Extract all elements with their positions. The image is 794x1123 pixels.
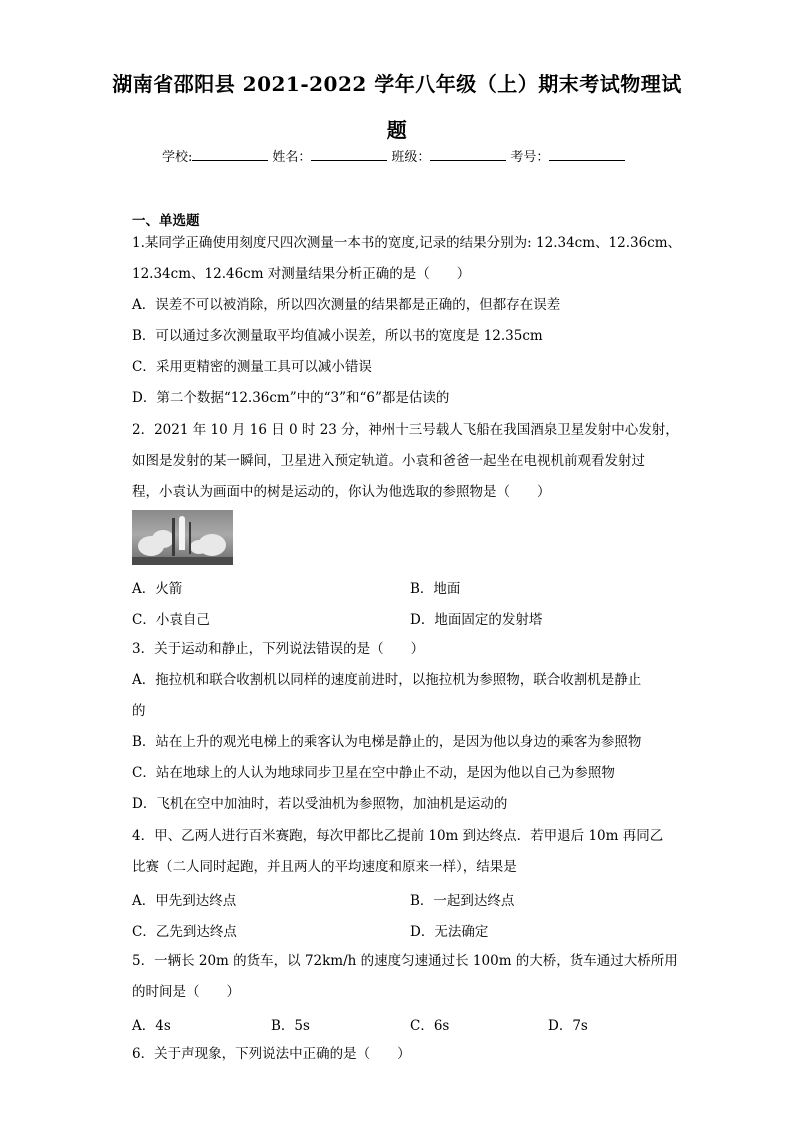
q1-stem-line2: 12.34cm、12.46cm 对测量结果分析正确的是（ ） — [132, 266, 471, 282]
q5-option-c[interactable]: C．6s — [410, 1018, 450, 1034]
number-blank[interactable] — [549, 149, 625, 161]
q6-stem: 6．关于声现象，下列说法中正确的是（ ） — [132, 1046, 411, 1062]
q5-option-d[interactable]: D．7s — [548, 1018, 588, 1034]
ground-strip — [132, 557, 233, 565]
name-label: 姓名： — [272, 150, 312, 165]
rocket-launch-photo — [132, 510, 233, 565]
q2-stem-line1: 2．2021 年 10 月 16 日 0 时 23 分，神州十三号载人飞船在我国酒泉卫星发射中心发射， — [132, 422, 679, 438]
rocket — [179, 516, 185, 550]
q4-stem-line1: 4．甲、乙两人进行百米赛跑，每次甲都比乙提前 10m 到达终点．若甲退后 10m 再同乙 — [132, 828, 664, 844]
q5-option-a[interactable]: A．4s — [132, 1018, 171, 1034]
exam-title-line2: 题 — [386, 118, 408, 142]
number-label: 考号： — [510, 150, 550, 165]
q3-option-b[interactable]: B．站在上升的观光电梯上的乘客认为电梯是静止的，是因为他以身边的乘客为参照物 — [132, 734, 642, 750]
smoke-cloud-right-2 — [190, 540, 208, 554]
class-label: 班级： — [391, 150, 431, 165]
q4-stem-line2: 比赛（二人同时起跑，并且两人的平均速度和原来一样），结果是 — [132, 859, 517, 875]
exam-title-line1: 湖南省邵阳县 2021-2022 学年八年级（上）期末考试物理试 — [112, 72, 682, 96]
q1-option-d[interactable]: D．第二个数据“12.36cm”中的“3”和“6”都是估读的 — [132, 390, 450, 406]
launch-tower-right — [189, 522, 191, 554]
section-heading-single-choice: 一、单选题 — [132, 213, 200, 229]
q2-option-b[interactable]: B．地面 — [410, 581, 461, 597]
q3-option-c[interactable]: C．站在地球上的人认为地球同步卫星在空中静止不动，是因为他以自己为参照物 — [132, 765, 615, 781]
q4-option-d[interactable]: D．无法确定 — [410, 924, 489, 940]
q2-stem-line3: 程，小袁认为画面中的树是运动的，你认为他选取的参照物是（ ） — [132, 484, 551, 500]
q5-option-b[interactable]: B．5s — [271, 1018, 310, 1034]
q2-option-a[interactable]: A．火箭 — [132, 581, 183, 597]
q1-stem-line1: 1.某同学正确使用刻度尺四次测量一本书的宽度,记录的结果分别为: 12.34cm、12.36cm、 — [132, 235, 682, 251]
q1-option-a[interactable]: A．误差不可以被消除，所以四次测量的结果都是正确的，但都存在误差 — [132, 297, 561, 313]
q3-stem: 3．关于运动和静止，下列说法错误的是（ ） — [132, 641, 425, 657]
smoke-cloud-left-2 — [152, 530, 174, 548]
q4-option-c[interactable]: C．乙先到达终点 — [132, 924, 237, 940]
name-blank[interactable] — [311, 149, 387, 161]
q5-stem-line1: 5．一辆长 20m 的货车，以 72km/h 的速度匀速通过长 100m 的大桥，货车通过大桥所用 — [132, 953, 678, 969]
q2-stem-line2: 如图是发射的某一瞬间，卫星进入预定轨道。小袁和爸爸一起坐在电视机前观看发射过 — [132, 453, 645, 469]
q1-option-b[interactable]: B．可以通过多次测量取平均值减小误差，所以书的宽度是 12.35cm — [132, 328, 543, 344]
q3-option-d[interactable]: D．飞机在空中加油时，若以受油机为参照物，加油机是运动的 — [132, 796, 508, 812]
q3-option-a-line1[interactable]: A．拖拉机和联合收割机以同样的速度前进时，以拖拉机为参照物，联合收割机是静止 — [132, 672, 642, 688]
q2-option-d[interactable]: D．地面固定的发射塔 — [410, 612, 543, 628]
q5-stem-line2: 的时间是（ ） — [132, 984, 240, 1000]
class-blank[interactable] — [430, 149, 506, 161]
q1-option-c[interactable]: C．采用更精密的测量工具可以减小错误 — [132, 359, 372, 375]
q3-option-a-line2[interactable]: 的 — [132, 703, 146, 719]
school-label: 学校: — [162, 150, 193, 165]
q4-option-b[interactable]: B．一起到达终点 — [410, 893, 515, 909]
student-info-line — [162, 146, 629, 165]
school-blank[interactable] — [192, 149, 268, 161]
q2-option-c[interactable]: C．小袁自己 — [132, 612, 210, 628]
launch-tower — [172, 518, 175, 556]
q4-option-a[interactable]: A．甲先到达终点 — [132, 893, 237, 909]
